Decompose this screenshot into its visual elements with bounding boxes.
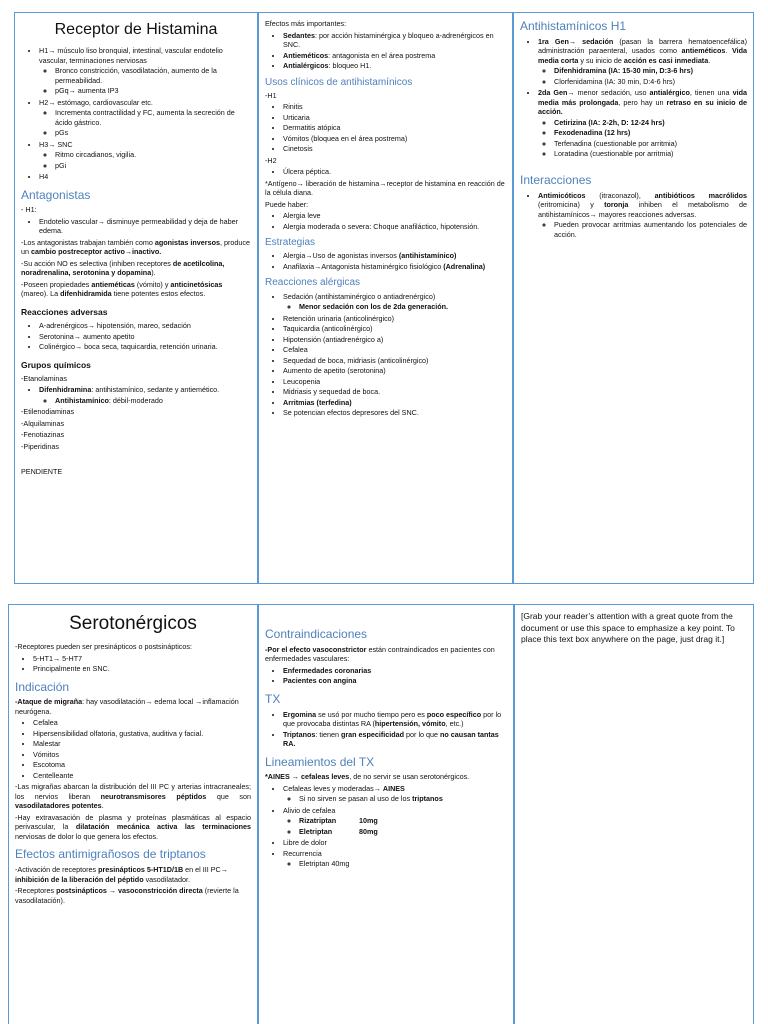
list-item: • Arritmias (terfedina) <box>283 398 506 408</box>
paragraph: -Poseen propiedades antieméticas (vómito) y anticinetósicas (mareo). La difenhidramida tiene potentes estos efectos. <box>21 279 223 299</box>
list-item: • Antimicóticos (itraconazol), antibióticos macrólidos (eritromicina) y toronja inhiben el metabolismo de antihistamínicos→ mayores reacciones adversas. ◦ Pueden provocar arritmias aumentando los potenciales de acción. <box>538 191 747 240</box>
section-heading-antihistaminicos: Antihistamínicos H1 <box>520 19 627 33</box>
list-item: ◦ Loratadina (cuestionable por arritmia) <box>554 149 747 159</box>
section-heading-interacciones: Interacciones <box>520 172 592 187</box>
text: -Receptores pueden ser presinápticos o postsinápticos: <box>15 642 192 652</box>
list-item: • H1→ músculo liso bronquial, intestinal, vascular endotelio vascular, terminaciones nerviosas ◦ Bronco constricción, vasodilatación, aumento de la permeabilidad. ◦ pGq→ aumenta IP3 <box>39 46 251 96</box>
list-item: ◦ Incrementa contractilidad y FC, aumenta la secreción de ácido gástrico. <box>55 108 251 127</box>
list-item: • Se potencian efectos depresores del SNC. <box>283 408 506 418</box>
list-item: • 1ra Gen→ sedación (pasan la barrera hematoencefálica) administración paraenteral, usados como antieméticos. Vida media corta y su inicio de acción es casi inmediata. ◦ Difenhidramina (IA: 15-30 min, D:3-6 hrs) ◦ Clorfenidamina (IA: 30 min, D:4-6 hrs) <box>538 37 747 87</box>
list-item: • Urticaria <box>283 113 506 123</box>
list-item: ◦ pGs <box>55 128 251 138</box>
list-item: • Cinetosis <box>283 144 506 154</box>
list-item: • Principalmente en SNC. <box>33 664 251 674</box>
list-item: • Sequedad de boca, midriasis (anticolinérgico) <box>283 356 506 366</box>
list-item: • Anafilaxia→Antagonista histaminérgico fisiológico (Adrenalina) <box>283 262 506 272</box>
panel-receptor-histamina <box>14 12 258 584</box>
section-heading-grupos: Grupos químicos <box>21 359 91 370</box>
list-item: • Antialérgicos: bloqueo H1. <box>283 61 506 71</box>
list-item: • H3→ SNC ◦ Ritmo circadianos, vigilia. ◦ pGi <box>39 140 251 171</box>
paragraph: -Las migrañas abarcan la distribución del III PC y arterias intracraneales; los nervios liberan neurotransmisores péptidos que son vasodilatadores potentes. <box>15 782 251 811</box>
section-heading-reacciones: Reacciones adversas <box>21 306 108 317</box>
section-heading-indicacion: Indicación <box>15 679 70 694</box>
list-item: • Cefaleas leves y moderadas→ AINES ◦ Si no sirven se pasan al uso de los triptanos <box>283 784 507 804</box>
text: -Piperidinas <box>21 441 59 451</box>
page-title: Serotonérgicos <box>69 613 197 634</box>
list-item: ◦ Cetirizina (IA: 2-2h, D: 12-24 hrs) <box>554 118 747 128</box>
list-item: • A-adrenérgicos→ hipotensión, mareo, sedación <box>39 321 251 331</box>
list-item: ◦ Fexodenadina (12 hrs) <box>554 128 747 138</box>
list-item: • Hipotensión (antiadrenérgico a) <box>283 335 506 345</box>
section-heading-lineamientos: Lineamientos del TX <box>265 754 375 769</box>
list-item: • Cefalea <box>33 718 251 728</box>
serotonin-list <box>15 654 251 674</box>
list-item: • Triptanos: tienen gran especificidad por lo que no causan tantas RA. <box>283 730 507 749</box>
text: -Fenotiazinas <box>21 430 65 440</box>
list-item: ◦ Difenhidramina (IA: 15-30 min, D:3-6 hrs) <box>554 66 747 76</box>
tx-list <box>265 710 507 749</box>
list-item: ◦ pGi <box>55 161 251 171</box>
list-item: ◦ Terfenadina (cuestionable por arritmia) <box>554 139 747 149</box>
text: Puede haber: <box>265 199 309 209</box>
list-item: • Midriasis y sequedad de boca. <box>283 387 506 397</box>
list-item: • Úlcera péptica. <box>283 167 506 177</box>
panel-contraindicaciones <box>258 604 514 1024</box>
section-heading-contraindicaciones: Contraindicaciones <box>265 627 368 641</box>
section-heading-efectos-triptanos: Efectos antimigrañosos de triptanos <box>15 847 206 862</box>
list-item: • H2→ estómago, cardiovascular etc. ◦ Incrementa contractilidad y FC, aumenta la secreción de ácido gástrico. ◦ pGs <box>39 98 251 138</box>
list-item: ◦ Bronco constricción, vasodilatación, aumento de la permeabilidad. <box>55 66 251 85</box>
text: -H2 <box>265 155 277 165</box>
list-item: • Alergia moderada o severa: Choque anafiláctico, hipotensión. <box>283 222 506 232</box>
paragraph: -Los antagonistas trabajan también como agonistas inversos, produce un cambio postreceptor activo→inactivo. <box>21 237 250 257</box>
list-item: • Enfermedades coronarias <box>283 666 507 676</box>
list-item: ◦ Rizatriptan 10mg <box>299 816 507 826</box>
list-item: ◦ Pueden provocar arritmias aumentando los potenciales de acción. <box>554 220 747 239</box>
list-item: • Recurrencia ◦ Eletriptan 40mg <box>283 849 507 869</box>
usos-h1-list <box>265 102 506 154</box>
panel-antihistaminicos <box>513 12 754 584</box>
list-item: • Vómitos <box>33 750 251 760</box>
gq-list <box>21 385 251 405</box>
panel-serotonergicos <box>8 604 258 1024</box>
paragraph: -Por el efecto vasoconstrictor están contraindicados en pacientes con enfermedades vasculares: <box>265 644 495 664</box>
text: - H1: <box>21 205 37 215</box>
list-item: • Rinitis <box>283 102 506 112</box>
section-heading-estrategias: Estrategias <box>265 237 316 249</box>
page-title: Receptor de Histamina <box>54 21 218 38</box>
text: Efectos más importantes: <box>265 19 347 28</box>
list-item: • Serotonina→ aumento apetito <box>39 332 251 342</box>
list-item: ◦ Eletriptan 40mg <box>299 859 507 869</box>
list-item: • Ergomina se usó por mucho tiempo pero es poco específico por lo que provocaba distintas RA (hipertensión, vómito, etc.) <box>283 710 507 729</box>
list-item: • H4 <box>39 172 251 182</box>
generaciones-list <box>520 37 747 159</box>
list-item: • Alergia→Uso de agonistas inversos (antihistamínico) <box>283 251 506 261</box>
receptor-list <box>21 46 251 182</box>
indicacion-list <box>15 718 251 780</box>
paragraph: *Antígeno→ liberación de histamina→receptor de histamina en reacción de la célula diana. <box>265 178 505 198</box>
reacciones-list <box>21 321 251 352</box>
text: -Etilenodiaminas <box>21 407 75 417</box>
quote-text: [Grab your reader’s attention with a great quote from the document or use this space to emphasize a key point. To place this text box anywhere on the page, just drag it.] <box>521 611 735 645</box>
list-item: • Leucopenia <box>283 377 506 387</box>
estrategias-list <box>265 251 506 271</box>
list-item: ◦ Clorfenidamina (IA: 30 min, D:4-6 hrs) <box>554 77 747 87</box>
list-item: • 5-HT1→ 5-HT7 <box>33 654 251 664</box>
paragraph: -Receptores postsinápticos → vasoconstricción directa (revierte la vasodilatación). <box>15 886 239 905</box>
list-item: • Alivio de cefalea ◦ Rizatriptan 10mg ◦ Eletriptan 80mg <box>283 806 507 837</box>
list-item: • Taquicardia (anticolinérgico) <box>283 324 506 334</box>
list-item: • Alergia leve <box>283 211 506 221</box>
list-item: • Antieméticos: antagonista en el área postrema <box>283 51 506 61</box>
text: -H1 <box>265 90 277 100</box>
reacciones-alergicas-list <box>265 292 506 418</box>
efectos-list <box>265 31 506 71</box>
list-item: • Hipersensibilidad olfatoria, gustativa, auditiva y facial. <box>33 729 251 739</box>
quote-text-box[interactable] <box>514 604 754 1024</box>
paragraph: -Activación de receptores presinápticos 5-HT1D/1B en el III PC→ inhibición de la liberación del péptido vasodilatador. <box>15 865 228 884</box>
list-item: • Endotelio vascular→ disminuye permeabilidad y deja de haber edema. <box>39 217 251 236</box>
list-item: • Cefalea <box>283 345 506 355</box>
list-item: • Sedantes: por acción histaminérgica y bloqueo a-adrenérgicos en SNC. <box>283 31 506 50</box>
paragraph: *AINES → cefaleas leves, de no servir se usan serotonérgicos. <box>265 772 470 782</box>
usos-h2-list <box>265 167 506 177</box>
text: -Etanolaminas <box>21 373 67 383</box>
list-item: ◦ pGq→ aumenta IP3 <box>55 86 251 96</box>
panel-efectos <box>258 12 513 584</box>
section-heading-usos: Usos clínicos de antihistamínicos <box>265 76 413 88</box>
list-item: • Colinérgico→ boca seca, taquicardia, retención urinaria. <box>39 342 251 352</box>
list-item: • Difenhidramina: antihistamínico, sedante y antiemético. ◦ Antihistamínico: débil-moderado <box>39 385 251 405</box>
list-item: ◦ Eletriptan 80mg <box>299 827 507 837</box>
list-item: • Centelleante <box>33 771 251 781</box>
paragraph: -Ataque de migraña: hay vasodilatación→ edema local →inflamación neurógena. <box>15 697 239 716</box>
list-item: • Malestar <box>33 739 251 749</box>
contra-list <box>265 666 507 686</box>
section-heading-reacciones-alergicas: Reacciones alérgicas <box>265 277 361 289</box>
list-item: • 2da Gen→ menor sedación, uso antialérgico, tienen una vida media más prolongada, pero hay un retraso en su inicio de acción. ◦ Cetirizina (IA: 2-2h, D: 12-24 hrs) ◦ Fexodenadina (12 hrs) ◦ Terfenadina (cuestionable por arritmia) ◦ Loratadina (cuestionable por arritmia) <box>538 88 747 159</box>
antag-list <box>21 217 251 236</box>
list-item: • Vómitos (bloquea en el área postrema) <box>283 134 506 144</box>
puede-list <box>265 211 506 231</box>
pending-note: PENDIENTE <box>21 467 63 477</box>
lineamientos-list <box>265 784 507 869</box>
list-item: ◦ Ritmo circadianos, vigilia. <box>55 150 251 160</box>
paragraph: -Su acción NO es selectiva (inhiben receptores de acetilcolina, noradrenalina, serotonina y dopamina). <box>21 258 225 278</box>
list-item: • Libre de dolor <box>283 838 507 848</box>
list-item: • Sedación (antihistaminérgico o antiadrenérgico) ◦ Menor sedación con los de 2da generación. <box>283 292 506 312</box>
list-item: ◦ Menor sedación con los de 2da generación. <box>299 302 506 312</box>
list-item: • Escotoma <box>33 760 251 770</box>
section-heading-tx: TX <box>265 691 281 706</box>
list-item: • Dermatitis atópica <box>283 123 506 133</box>
paragraph: -Hay extravasación de plasma y proteínas plasmáticas al espacio perivascular, la dilatación mecánica activa las terminaciones nerviosas de dolor lo que genera los efectos. <box>15 812 252 841</box>
section-heading-antagonistas: Antagonistas <box>21 187 91 202</box>
text: -Alquilaminas <box>21 418 65 428</box>
list-item: • Aumento de apetito (serotonina) <box>283 366 506 376</box>
list-item: • Pacientes con angina <box>283 676 507 686</box>
list-item: • Retención urinaria (anticolinérgico) <box>283 314 506 324</box>
list-item: ◦ Antihistamínico: débil-moderado <box>55 396 251 406</box>
list-item: ◦ Si no sirven se pasan al uso de los triptanos <box>299 794 507 804</box>
interacciones-list <box>520 191 747 240</box>
